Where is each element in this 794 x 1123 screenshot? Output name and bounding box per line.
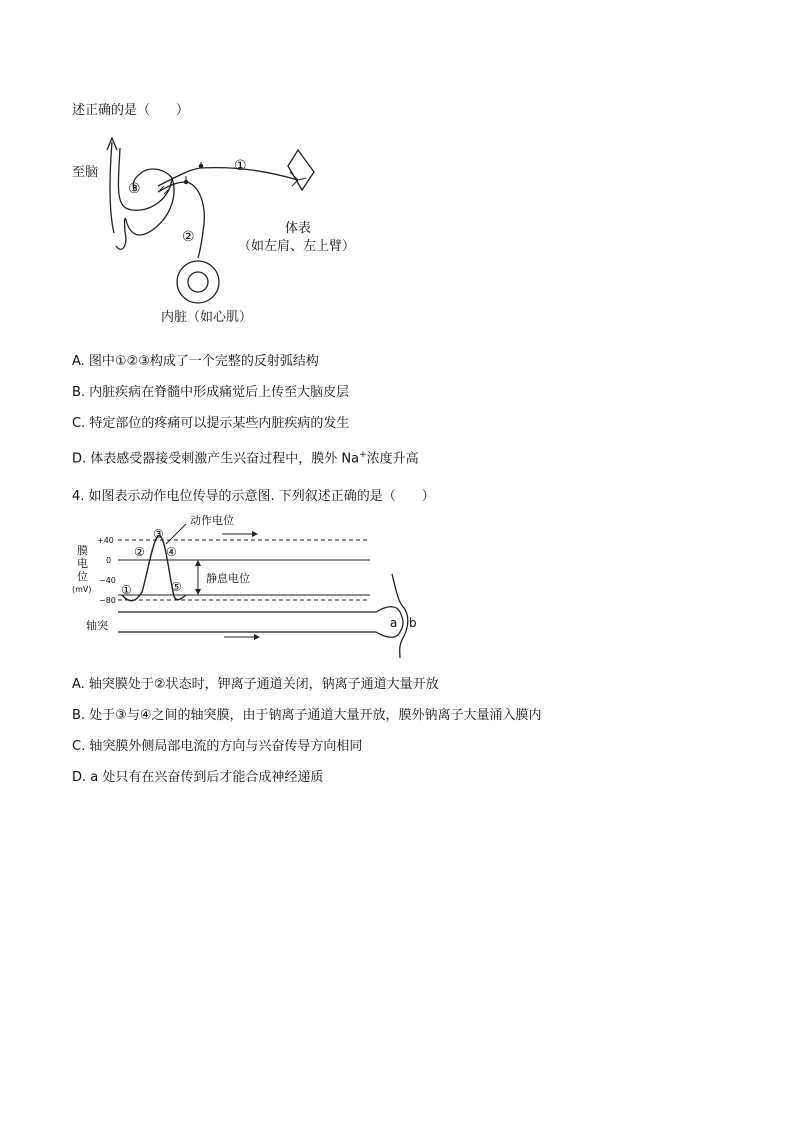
q4-action-potential-figure bbox=[70, 512, 430, 662]
marker-4: ④ bbox=[166, 545, 177, 559]
q4-option-b: B. 处于③与④之间的轴突膜，由于钠离子通道大量开放，膜外钠离子大量涌入膜内 bbox=[72, 708, 542, 723]
ylabel-unit: (mV) bbox=[72, 585, 92, 594]
label-circle-3: ③ bbox=[128, 181, 141, 197]
spinal-cord-outline bbox=[116, 148, 174, 249]
q3-stem-tail: 述正确的是（ ） bbox=[72, 103, 190, 118]
q4-stem: 4. 如图表示动作电位传导的示意图. 下列叙述正确的是（ ） bbox=[72, 489, 435, 504]
arrow-down-small-icon bbox=[195, 589, 201, 595]
tick-minus40: −40 bbox=[99, 576, 116, 585]
label-circle-2: ② bbox=[182, 229, 195, 245]
label-to-brain: 至脑 bbox=[72, 165, 99, 180]
tick-minus80: −80 bbox=[99, 596, 116, 605]
arrow-right-bottom-icon bbox=[254, 634, 260, 640]
label-body-surface-example: （如左肩、左上臂） bbox=[238, 239, 356, 254]
ylabel-membrane: 膜 bbox=[77, 544, 88, 557]
label-circle-1: ① bbox=[234, 158, 247, 174]
q4-option-a: A. 轴突膜处于②状态时，钾离子通道关闭，钠离子通道大量开放 bbox=[72, 677, 439, 692]
q3-option-d bbox=[72, 446, 419, 468]
label-resting-potential: 静息电位 bbox=[206, 572, 250, 585]
marker-3: ③ bbox=[153, 527, 164, 541]
q3-reflex-figure bbox=[60, 128, 380, 333]
ylabel-electric: 电 bbox=[77, 557, 88, 570]
tick-0: 0 bbox=[106, 556, 112, 565]
label-a: a bbox=[390, 616, 398, 630]
viscera-outer bbox=[177, 261, 219, 303]
arrow-up-small-icon bbox=[195, 560, 201, 566]
marker-5: ⑤ bbox=[171, 580, 182, 594]
label-action-potential: 动作电位 bbox=[190, 514, 234, 527]
action-label-leader bbox=[166, 524, 186, 544]
label-viscera: 内脏（如心肌） bbox=[161, 310, 253, 325]
q3-option-d-sup: + bbox=[359, 450, 367, 460]
label-axon: 轴突 bbox=[86, 619, 108, 632]
q4-option-c: C. 轴突膜外侧局部电流的方向与兴奋传导方向相同 bbox=[72, 739, 363, 754]
ascending-pathway bbox=[110, 142, 114, 233]
q3-option-d-prefix: D. 体表感受器接受刺激产生兴奋过程中，膜外 Na bbox=[72, 451, 360, 467]
marker-2: ② bbox=[134, 545, 145, 559]
q4-option-d: D. a 处只有在兴奋传到后才能合成神经递质 bbox=[72, 770, 324, 785]
viscera-inner bbox=[188, 272, 208, 292]
body-surface-receptor bbox=[288, 150, 314, 190]
q3-option-c: C. 特定部位的疼痛可以提示某些内脏疾病的发生 bbox=[72, 416, 350, 431]
arrow-right-icon bbox=[252, 531, 258, 537]
q3-option-a: A. 图中①②③构成了一个完整的反射弧结构 bbox=[72, 354, 319, 369]
tick-plus40: +40 bbox=[97, 536, 114, 545]
label-b: b bbox=[409, 616, 417, 630]
q3-option-d-suffix: 浓度升高 bbox=[366, 451, 419, 467]
label-body-surface: 体表 bbox=[285, 221, 312, 236]
ylabel-potential: 位 bbox=[77, 570, 88, 583]
marker-1: ① bbox=[121, 583, 132, 597]
q3-option-b: B. 内脏疾病在脊髓中形成痛觉后上传至大脑皮层 bbox=[72, 385, 350, 400]
